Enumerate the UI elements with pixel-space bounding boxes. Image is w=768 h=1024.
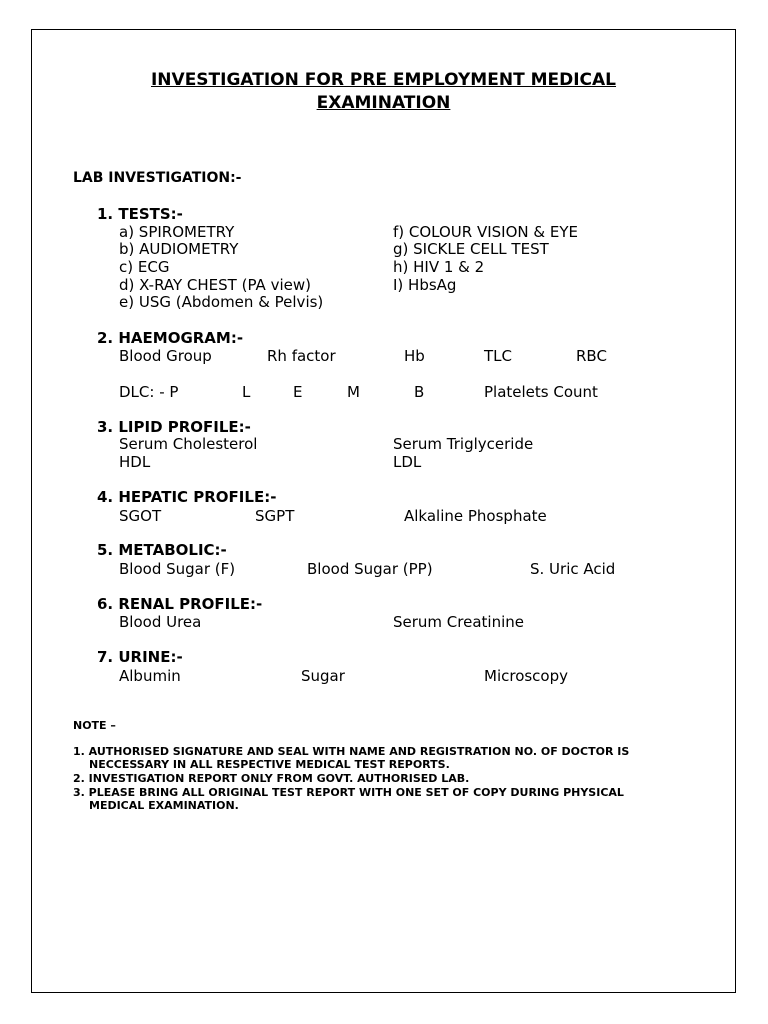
hepatic-item: SGOT (119, 507, 162, 525)
renal-item: Blood Urea (119, 613, 202, 631)
note-item: 3. PLEASE BRING ALL ORIGINAL TEST REPORT WITH ONE SET OF COPY DURING PHYSICAL (73, 786, 624, 799)
renal-heading: 6. RENAL PROFILE:- (97, 595, 263, 613)
haemogram-item: DLC: - P (119, 383, 179, 401)
metabolic-item: S. Uric Acid (530, 560, 616, 578)
metabolic-heading: 5. METABOLIC:- (97, 541, 227, 559)
test-item: c) ECG (119, 258, 170, 276)
test-item: e) USG (Abdomen & Pelvis) (119, 293, 324, 311)
haemogram-item: Platelets Count (484, 383, 598, 401)
tests-heading: 1. TESTS:- (97, 205, 183, 223)
note-item: 1. AUTHORISED SIGNATURE AND SEAL WITH NAME AND REGISTRATION NO. OF DOCTOR IS (73, 745, 630, 758)
hepatic-heading: 4. HEPATIC PROFILE:- (97, 488, 277, 506)
hepatic-item: SGPT (255, 507, 295, 525)
test-item: b) AUDIOMETRY (119, 240, 239, 258)
haemogram-item: E (293, 383, 303, 401)
lipid-item: LDL (393, 453, 422, 471)
haemogram-item: L (242, 383, 251, 401)
haemogram-item: Hb (404, 347, 425, 365)
note-item: 2. INVESTIGATION REPORT ONLY FROM GOVT. AUTHORISED LAB. (73, 772, 470, 785)
haemogram-item: Blood Group (119, 347, 212, 365)
note-heading: NOTE – (73, 719, 116, 732)
page-title-line1: INVESTIGATION FOR PRE EMPLOYMENT MEDICAL (150, 70, 617, 90)
urine-item: Microscopy (484, 667, 569, 685)
lipid-item: Serum Triglyceride (393, 435, 534, 453)
lipid-item: Serum Cholesterol (119, 435, 258, 453)
urine-item: Albumin (119, 667, 181, 685)
test-item: h) HIV 1 & 2 (393, 258, 485, 276)
test-item: a) SPIROMETRY (119, 223, 235, 241)
haemogram-item: B (414, 383, 425, 401)
haemogram-heading: 2. HAEMOGRAM:- (97, 329, 244, 347)
haemogram-item: TLC (484, 347, 512, 365)
lipid-item: HDL (119, 453, 151, 471)
test-item: I) HbsAg (393, 276, 457, 294)
test-item: d) X-RAY CHEST (PA view) (119, 276, 311, 294)
hepatic-item: Alkaline Phosphate (404, 507, 547, 525)
haemogram-item: RBC (576, 347, 607, 365)
lab-investigation-heading: LAB INVESTIGATION:- (73, 170, 242, 186)
note-item: NECCESSARY IN ALL RESPECTIVE MEDICAL TEST REPORTS. (89, 758, 450, 771)
haemogram-item: Rh factor (267, 347, 336, 365)
page-title-line2: EXAMINATION (316, 93, 451, 113)
lipid-heading: 3. LIPID PROFILE:- (97, 418, 251, 436)
metabolic-item: Blood Sugar (F) (119, 560, 236, 578)
urine-heading: 7. URINE:- (97, 648, 183, 666)
renal-item: Serum Creatinine (393, 613, 524, 631)
note-item: MEDICAL EXAMINATION. (89, 799, 239, 812)
haemogram-item: M (347, 383, 360, 401)
urine-item: Sugar (301, 667, 345, 685)
metabolic-item: Blood Sugar (PP) (307, 560, 433, 578)
test-item: f) COLOUR VISION & EYE (393, 223, 578, 241)
test-item: g) SICKLE CELL TEST (393, 240, 549, 258)
